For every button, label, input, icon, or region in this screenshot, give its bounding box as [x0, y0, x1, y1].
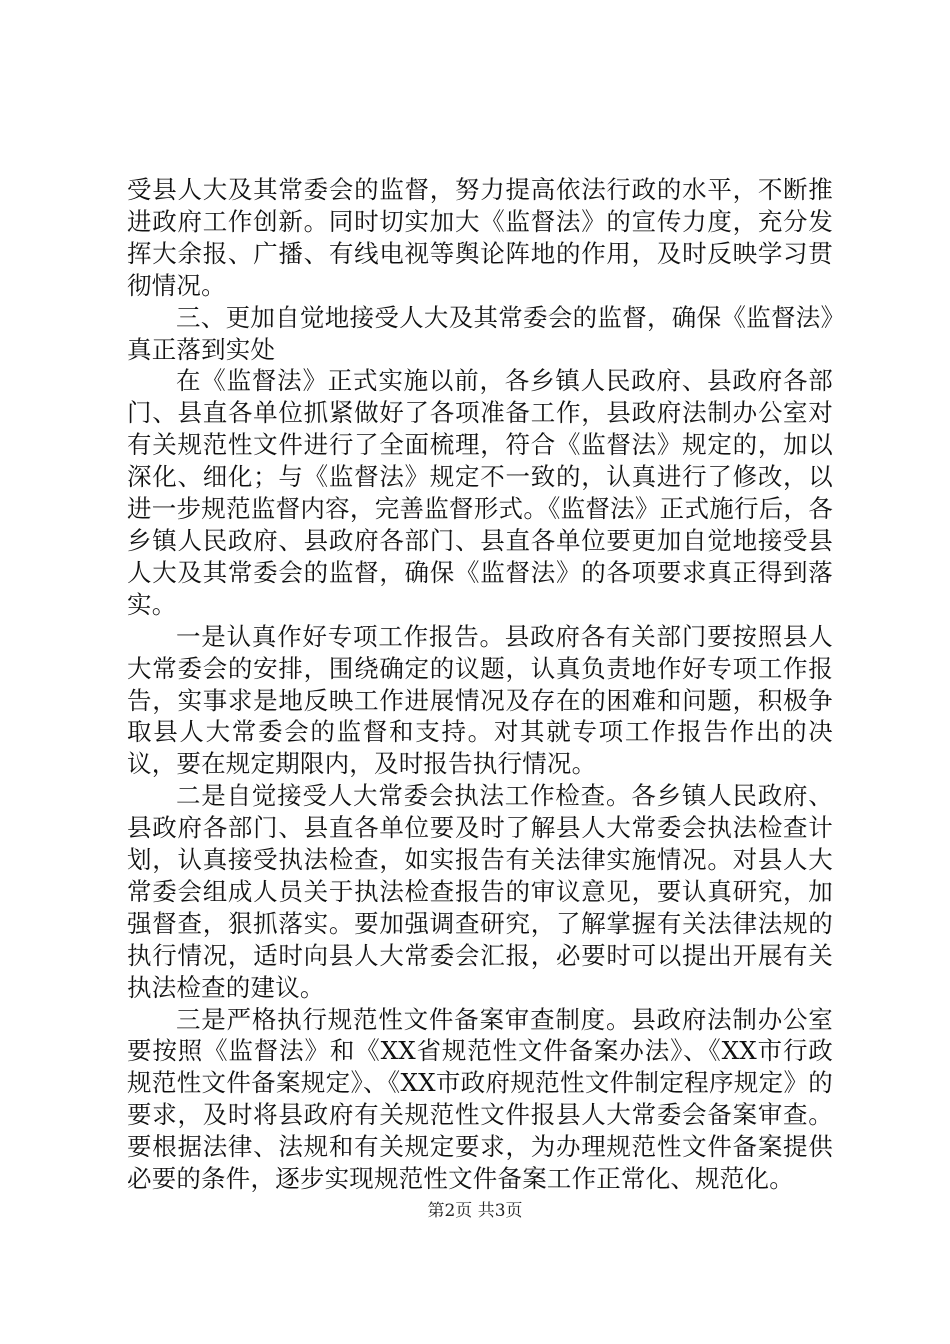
- paragraph-point-three: 三是严格执行规范性文件备案审查制度。县政府法制办公室要按照《监督法》和《XX省规范性文件备案办法》、《XX市行政规范性文件备案规定》、《XX市政府规范性文件制定程序规定》的要求，及时将县政府有关规范性文件报县人大常委会备案审查。要根据法律、法规和有关规定要求，为办理规范性文件备案提供必要的条件，逐步实现规范性文件备案工作正常化、规范化。: [127, 1004, 833, 1194]
- section-heading-three: 三、更加自觉地接受人大及其常委会的监督，确保《监督法》真正落到实处: [127, 302, 833, 364]
- page-number-label: 第2页 共3页: [427, 1201, 523, 1221]
- document-body: [127, 174, 833, 1195]
- paragraph-point-one: 一是认真作好专项工作报告。县政府各有关部门要按照县人大常委会的安排，围绕确定的议题，认真负责地作好专项工作报告，实事求是地反映工作进展情况及存在的困难和问题，积极争取县人大常委会的监督和支持。对其就专项工作报告作出的决议，要在规定期限内，及时报告执行情况。: [127, 621, 833, 779]
- paragraph-section-three-body: 在《监督法》正式实施以前，各乡镇人民政府、县政府各部门、县直各单位抓紧做好了各项准备工作，县政府法制办公室对有关规范性文件进行了全面梳理，符合《监督法》规定的，加以深化、细化；与《监督法》规定不一致的，认真进行了修改，以进一步规范监督内容，完善监督形式。《监督法》正式施行后，各乡镇人民政府、县政府各部门、县直各单位要更加自觉地接受县人大及其常委会的监督，确保《监督法》的各项要求真正得到落实。: [127, 366, 833, 619]
- page-footer: [0, 1200, 950, 1222]
- paragraph-intro-continuation: 受县人大及其常委会的监督，努力提高依法行政的水平，不断推进政府工作创新。同时切实加大《监督法》的宣传力度，充分发挥大余报、广播、有线电视等舆论阵地的作用，及时反映学习贯彻情况。: [127, 175, 833, 300]
- paragraph-point-two: 二是自觉接受人大常委会执法工作检查。各乡镇人民政府、县政府各部门、县直各单位要及时了解县人大常委会执法检查计划，认真接受执法检查，如实报告有关法律实施情况。对县人大常委会组成人员关于执法检查报告的审议意见，要认真研究，加强督查，狠抓落实。要加强调查研究，了解掌握有关法律法规的执行情况，适时向县人大常委会汇报，必要时可以提出开展有关执法检查的建议。: [127, 781, 833, 1002]
